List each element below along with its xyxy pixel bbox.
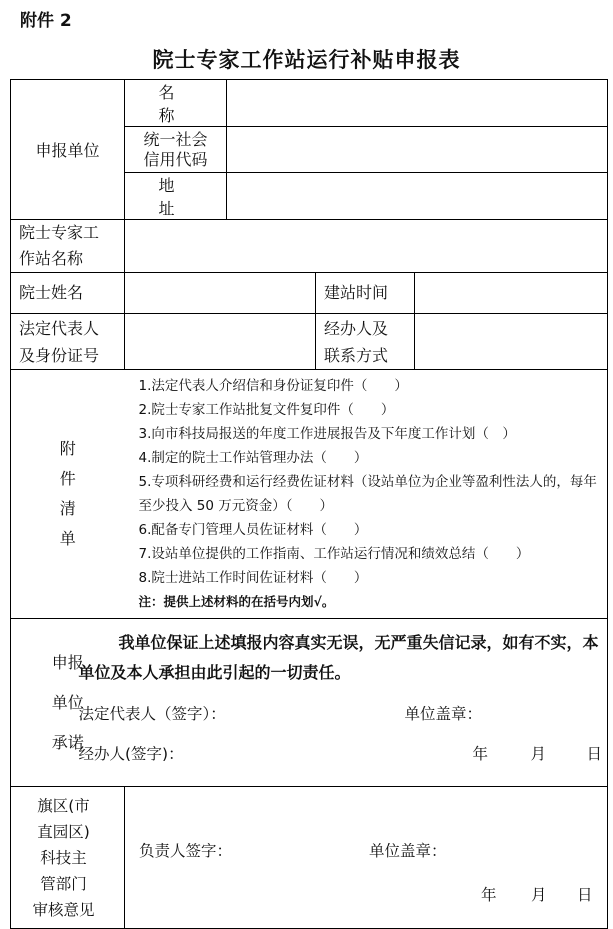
applicant-section-label: 申报单位: [11, 80, 125, 220]
handler-contact-field[interactable]: [415, 314, 608, 370]
credit-code-label: 统一社会 信用代码: [125, 127, 227, 173]
commitment-label: 申报 单位 承诺: [11, 619, 125, 787]
review-month[interactable]: 月: [531, 886, 547, 904]
attachment-item-3[interactable]: 3.向市科技局报送的年度工作进展报告及下年度工作计划（ ）: [138, 426, 516, 442]
attachment-item-6[interactable]: 6.配备专门管理人员佐证材料（ ）: [138, 522, 368, 538]
application-form: [10, 79, 608, 929]
page-title: 院士专家工作站运行补贴申报表: [152, 48, 461, 72]
attachment-list: [125, 370, 608, 619]
legal-rep-field[interactable]: [125, 314, 316, 370]
attachment-label: 附件 2: [20, 11, 72, 31]
review-label: 旗区(市 直园区) 科技主 管部门 审核意见: [11, 787, 125, 929]
review-unit-seal[interactable]: 单位盖章：: [369, 842, 447, 860]
commitment-year[interactable]: 年: [472, 744, 489, 763]
attachment-note: 注：提供上述材料的在括号内划√。: [138, 594, 335, 609]
build-time-field[interactable]: [415, 273, 608, 314]
review-day[interactable]: 日: [577, 886, 593, 904]
attachment-item-1[interactable]: 1.法定代表人介绍信和身份证复印件（ ）: [138, 378, 408, 394]
station-name-field[interactable]: [125, 220, 608, 273]
commitment-unit-seal[interactable]: 单位盖章：: [404, 704, 483, 723]
academician-name-field[interactable]: [125, 273, 316, 314]
attachment-item-8[interactable]: 8.院士进站工作时间佐证材料（ ）: [138, 570, 368, 586]
legal-rep-label: 法定代表人 及身份证号: [11, 314, 125, 370]
unit-name-label: 名 称: [125, 80, 227, 127]
legal-rep-signature[interactable]: 法定代表人（签字）：: [78, 704, 226, 723]
commitment-statement: 我单位保证上述填报内容真实无误，无严重失信记录，如有不实，本单位及本人承担由此引起的一切责任。: [78, 632, 599, 682]
unit-name-field[interactable]: [227, 80, 608, 127]
review-body: [125, 787, 608, 929]
academician-name-label: 院士姓名: [11, 273, 125, 314]
credit-code-field[interactable]: [227, 127, 608, 173]
unit-address-field[interactable]: [227, 173, 608, 220]
commitment-month[interactable]: 月: [530, 744, 547, 763]
review-year[interactable]: 年: [481, 886, 497, 904]
build-time-label: 建站时间: [316, 273, 415, 314]
commitment-body: [78, 619, 608, 787]
station-name-label: 院士专家工 作站名称: [11, 220, 125, 273]
handler-contact-label: 经办人及 联系方式: [316, 314, 415, 370]
attachment-item-4[interactable]: 4.制定的院士工作站管理办法（ ）: [138, 450, 368, 466]
attachment-item-5[interactable]: 5.专项科研经费和运行经费佐证材料（设站单位为企业等盈利性法人的，每年至少投入 50 万元资金）（ ）: [138, 474, 597, 514]
attachment-item-7[interactable]: 7.设站单位提供的工作指南、工作站运行情况和绩效总结（ ）: [138, 546, 530, 562]
commitment-day[interactable]: 日: [586, 744, 603, 763]
attachment-list-label: 附 件 清 单: [11, 370, 125, 619]
unit-address-label: 地 址: [125, 173, 227, 220]
attachment-item-2[interactable]: 2.院士专家工作站批复文件复印件（ ）: [138, 402, 395, 418]
handler-signature[interactable]: 经办人(签字)：: [78, 744, 184, 763]
leader-signature[interactable]: 负责人签字：: [139, 842, 233, 860]
